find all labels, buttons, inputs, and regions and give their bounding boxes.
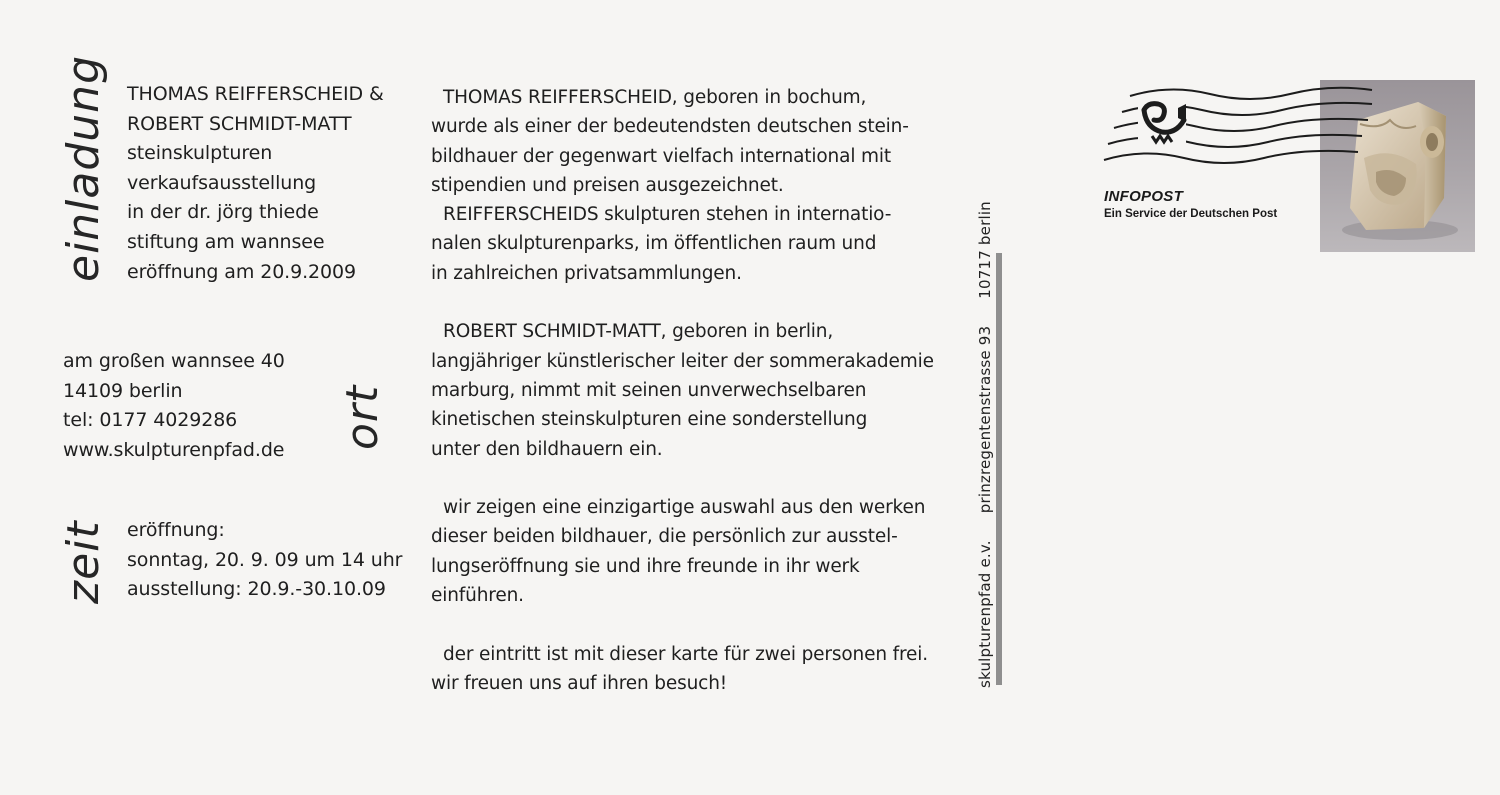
opening-label: eröffnung:	[127, 519, 225, 541]
text-line: langjähriger künstlerischer leiter der sommerakademie	[431, 350, 934, 372]
posthorn-icon	[1138, 98, 1186, 146]
text-line: lungseröffnung sie und ihre freunde in ihr werk	[431, 555, 860, 577]
postmark-wave-lines	[1100, 82, 1375, 172]
text-line: THOMAS REIFFERSCHEID, geboren in bochum,	[443, 87, 867, 108]
invitation-line: stiftung am wannsee	[127, 230, 325, 253]
invitation-line: eröffnung am 20.9.2009	[127, 260, 357, 283]
text-line: bildhauer der gegenwart vielfach international mit	[431, 145, 892, 167]
invitation-line: steinskulpturen	[127, 142, 273, 165]
sender-street: prinzregentenstrasse 93	[976, 325, 994, 514]
invitation-line: ROBERT SCHMIDT-MATT	[127, 112, 352, 135]
opening-date: sonntag, 20. 9. 09 um 14 uhr	[127, 548, 403, 571]
text-line: einführen.	[431, 585, 524, 607]
infopost-subtitle: Ein Service der Deutschen Post	[1104, 208, 1278, 220]
sender-city: 10717 berlin	[976, 201, 994, 299]
text-line: stipendien und preisen ausgezeichnet.	[431, 174, 784, 196]
label-zeit: zeit	[58, 520, 109, 604]
phone-number: tel: 0177 4029286	[63, 409, 238, 432]
website-link[interactable]: www.skulpturenpfad.de	[63, 438, 285, 461]
invitation-line: in der dr. jörg thiede	[127, 201, 319, 224]
address-street: am großen wannsee 40	[63, 350, 285, 372]
label-einladung: einladung	[58, 54, 109, 282]
text-line: in zahlreichen privatsammlungen.	[431, 262, 742, 284]
text-line: unter den bildhauern ein.	[431, 438, 663, 460]
text-line: wir freuen uns auf ihren besuch!	[431, 672, 728, 694]
text-line: ROBERT SCHMIDT-MATT, geboren in berlin,	[443, 321, 834, 343]
address-city: 14109 berlin	[63, 379, 183, 402]
sender-address	[976, 201, 994, 688]
location-block	[63, 347, 285, 465]
main-text	[431, 83, 934, 698]
invitation-line: THOMAS REIFFERSCHEID &	[127, 83, 384, 105]
infopost-title: INFOPOST	[1104, 188, 1184, 205]
text-line: der eintritt ist mit dieser karte für zwei personen frei.	[443, 643, 929, 665]
sender-name: skulpturenpfad e.v.	[976, 540, 994, 688]
text-line: marburg, nimmt mit seinen unverwechselbaren	[431, 379, 867, 401]
text-line: nalen skulpturenparks, im öffentlichen raum und	[431, 233, 877, 255]
text-line: kinetischen steinskulpturen eine sonderstellung	[431, 409, 868, 431]
invitation-line: verkaufsausstellung	[127, 171, 317, 194]
text-line: dieser beiden bildhauer, die persönlich zur ausstel-	[431, 526, 898, 548]
text-line: wir zeigen eine einzigartige auswahl aus den werken	[443, 497, 926, 519]
label-ort: ort	[337, 384, 388, 450]
text-line: wurde als einer der bedeutendsten deutschen stein-	[431, 116, 909, 138]
text-line: REIFFERSCHEIDS skulpturen stehen in internatio-	[443, 204, 892, 226]
invitation-block	[127, 80, 384, 287]
exhibition-dates: ausstellung: 20.9.-30.10.09	[127, 578, 386, 601]
sender-divider	[996, 253, 1002, 685]
time-block	[127, 516, 402, 605]
